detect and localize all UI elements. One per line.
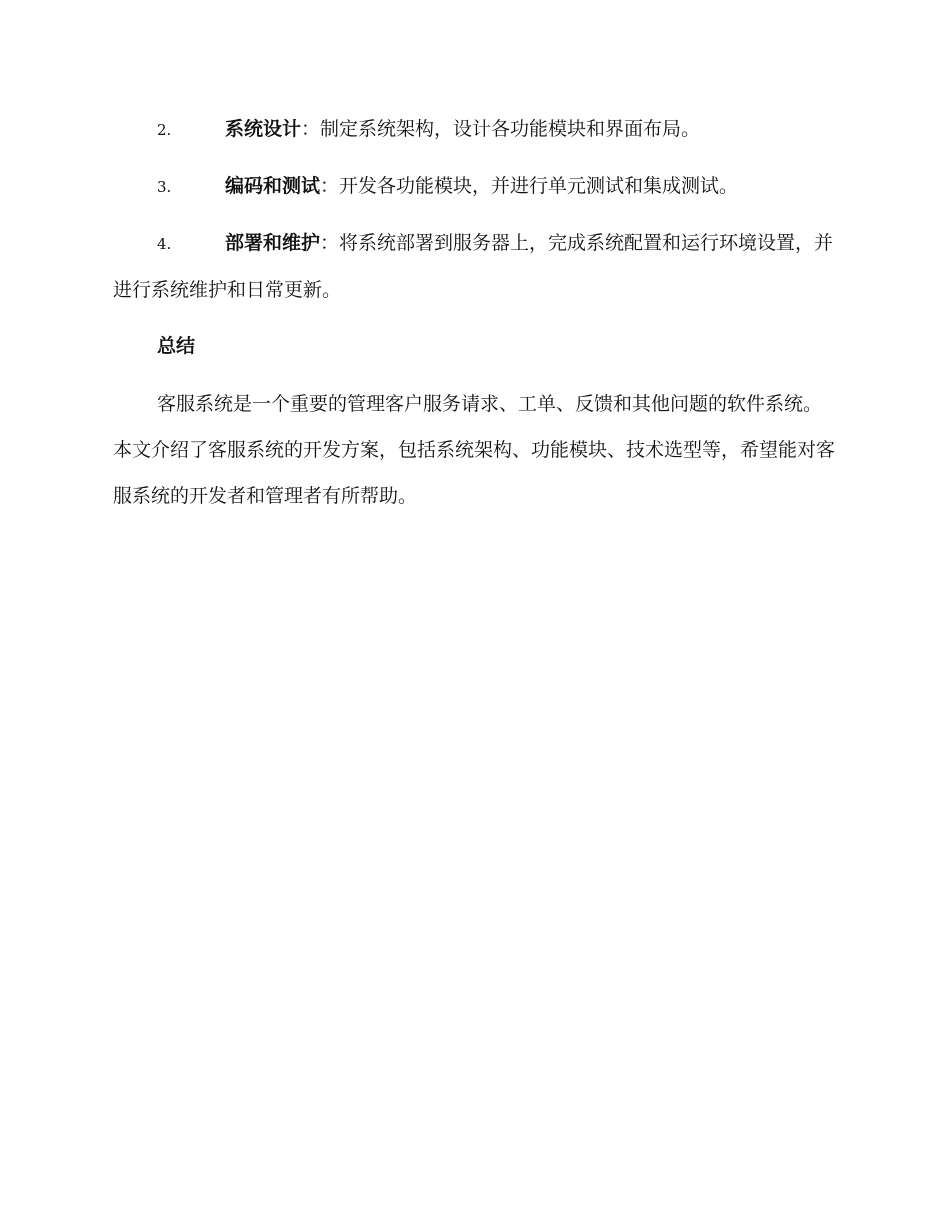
list-number: 2.	[157, 121, 172, 139]
list-separator: ：	[320, 175, 340, 197]
list-item-coding-testing	[113, 163, 835, 210]
list-text: 制定系统架构，设计各功能模块和界面布局。	[320, 118, 701, 140]
list-number: 3.	[157, 178, 172, 196]
summary-paragraph: 客服系统是一个重要的管理客户服务请求、工单、反馈和其他问题的软件系统。本文介绍了客服系统的开发方案，包括系统架构、功能模块、技术选型等，希望能对客服系统的开发者和管理者有所帮助。	[113, 393, 836, 507]
list-term: 编码和测试	[225, 175, 321, 197]
list-item-system-design	[113, 106, 835, 153]
list-item-deploy-maintain	[113, 220, 835, 313]
list-separator: ：	[301, 118, 321, 140]
list-number: 4.	[157, 235, 172, 253]
list-term: 系统设计	[225, 118, 302, 140]
list-separator: ：	[320, 232, 340, 254]
list-text: 开发各功能模块，并进行单元测试和集成测试。	[339, 175, 739, 197]
summary-heading: 总结	[157, 335, 196, 357]
list-text: 将系统部署到服务器上，完成系统配置和运行环境设置，并进行系统维护和日常更新。	[113, 232, 834, 301]
list-term: 部署和维护	[225, 232, 321, 254]
